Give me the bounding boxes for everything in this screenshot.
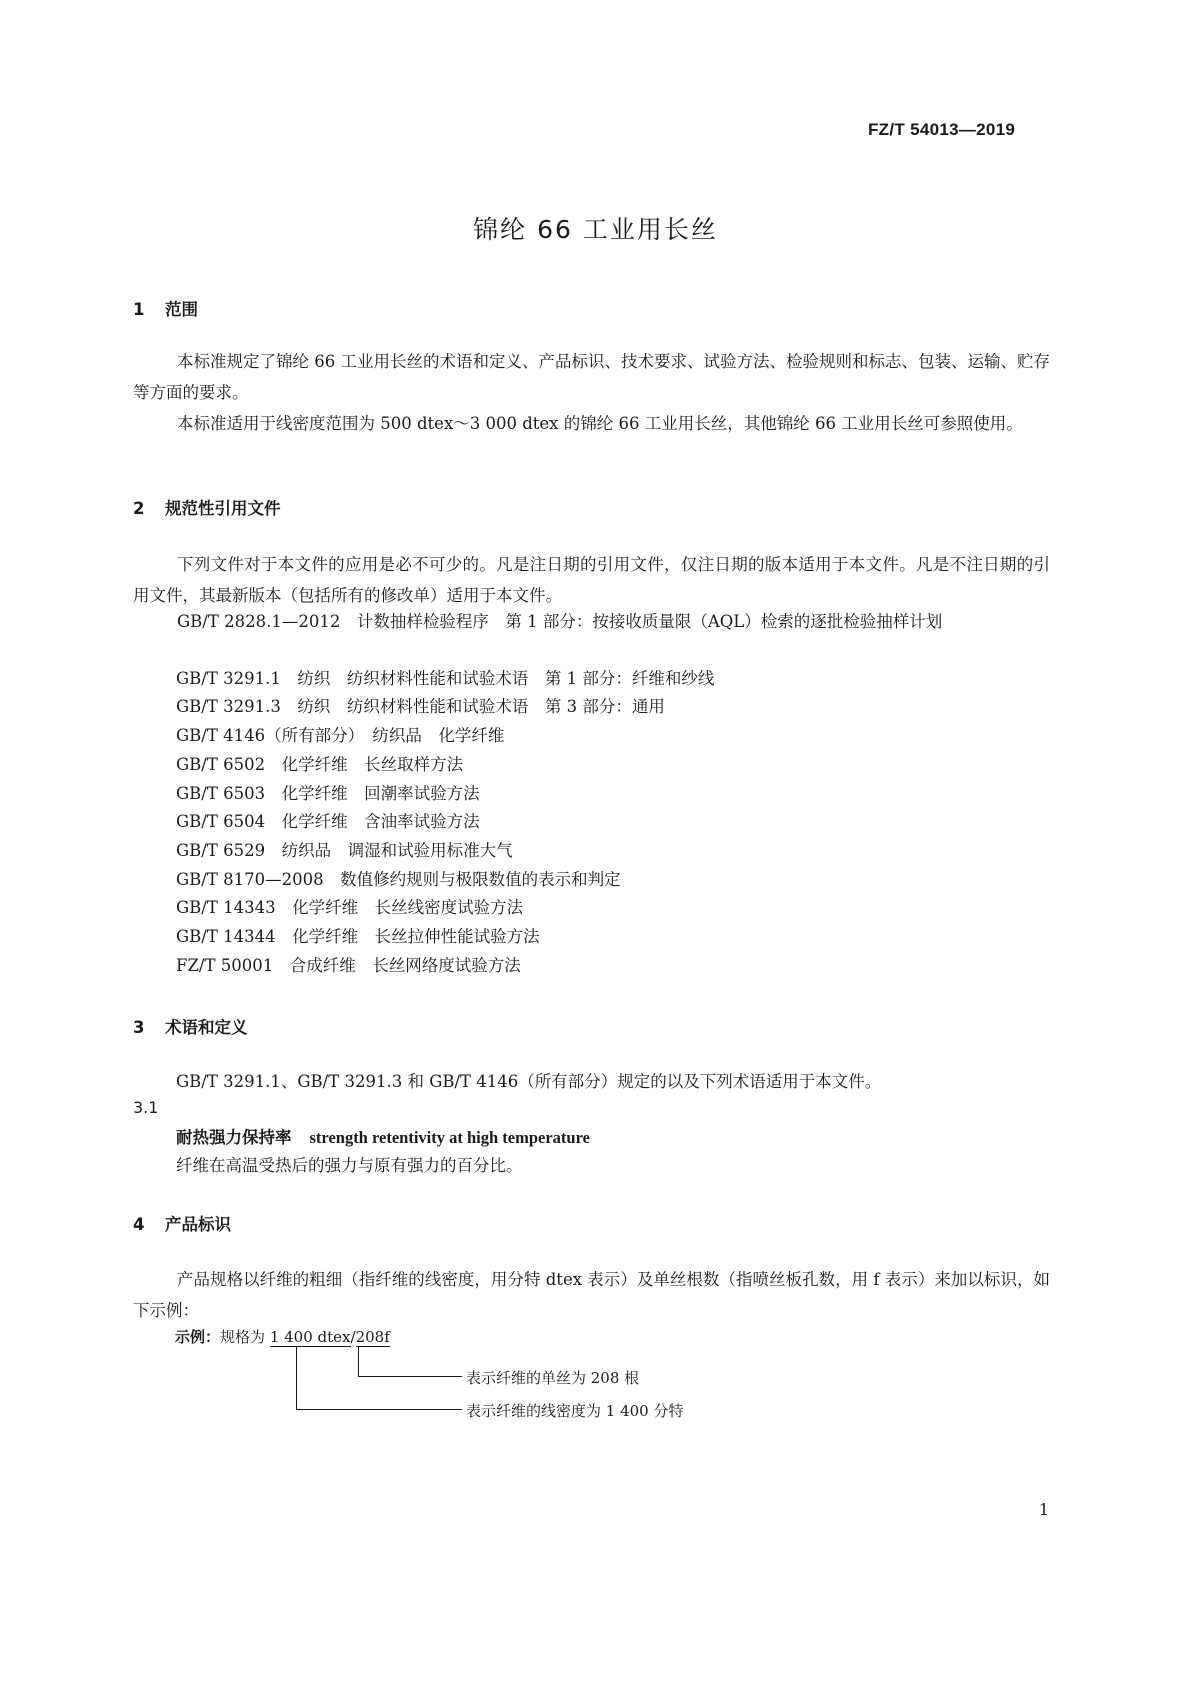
reference-item: GB/T 8170—2008 数值修约规则与极限数值的表示和判定 — [176, 870, 621, 889]
section-number: 3 — [133, 1018, 145, 1037]
example-label: 示例： — [175, 1328, 221, 1346]
reference-item: FZ/T 50001 合成纤维 长丝网络度试验方法 — [176, 956, 521, 975]
example-prefix: 规格为 — [220, 1328, 266, 1346]
reference-item: GB/T 3291.3 纺织 纺织材料性能和试验术语 第 3 部分：通用 — [176, 697, 665, 716]
spec-separator: / — [350, 1328, 356, 1346]
spec-filament: 208f — [355, 1328, 390, 1346]
section-4-heading — [133, 1211, 231, 1235]
section-title: 术语和定义 — [165, 1018, 248, 1037]
reference-item: GB/T 14344 化学纤维 长丝拉伸性能试验方法 — [176, 927, 540, 946]
connector-line — [296, 1347, 297, 1410]
section-2-paragraph-1: 下列文件对于本文件的应用是必不可少的。凡是注日期的引用文件，仅注日期的版本适用于本文件。凡是不注日期的引用文件，其最新版本（包括所有的修改单）适用于本文件。 — [133, 555, 1050, 605]
example-line — [175, 1326, 390, 1347]
section-title: 规范性引用文件 — [165, 499, 281, 518]
page-number: 1 — [1038, 1500, 1049, 1519]
section-4-paragraph-1: 产品规格以纤维的粗细（指纤维的线密度，用分特 dtex 表示）及单丝根数（指喷丝板孔数，用 f 表示）来加以标识，如下示例： — [133, 1270, 1050, 1320]
connector-line — [358, 1347, 359, 1377]
section-title: 产品标识 — [165, 1215, 231, 1234]
spec-dtex: 1 400 dtex — [269, 1328, 351, 1346]
section-1-paragraph-2: 本标准适用于线密度范围为 500 dtex～3 000 dtex 的锦纶 66 工业用长丝，其他锦纶 66 工业用长丝可参照使用。 — [177, 414, 1023, 433]
reference-item: GB/T 4146（所有部分） 纺织品 化学纤维 — [176, 726, 505, 745]
reference-item: GB/T 14343 化学纤维 长丝线密度试验方法 — [176, 898, 524, 917]
reference-item: GB/T 6502 化学纤维 长丝取样方法 — [176, 755, 464, 774]
section-title: 范围 — [165, 300, 198, 319]
connector-line — [358, 1376, 462, 1377]
connector-line — [296, 1409, 462, 1410]
section-number: 2 — [133, 499, 145, 518]
term-english: strength retentivity at high temperature — [309, 1128, 590, 1147]
document-title: 锦纶 66 工业用长丝 — [473, 215, 718, 244]
annotation-dtex: 表示纤维的线密度为 1 400 分特 — [466, 1402, 684, 1420]
annotation-filament: 表示纤维的单丝为 208 根 — [466, 1369, 640, 1387]
term-entry — [176, 1124, 590, 1148]
term-definition: 纤维在高温受热后的强力与原有强力的百分比。 — [176, 1156, 523, 1175]
term-chinese: 耐热强力保持率 — [176, 1128, 292, 1147]
section-3-heading — [133, 1014, 248, 1038]
section-number: 4 — [133, 1215, 145, 1234]
standard-code: FZ/T 54013—2019 — [868, 120, 1016, 139]
reference-item: GB/T 2828.1—2012 计数抽样检验程序 第 1 部分：按接收质量限（AQL）检索的逐批检验抽样计划 — [177, 612, 943, 631]
section-1-paragraph-1: 本标准规定了锦纶 66 工业用长丝的术语和定义、产品标识、技术要求、试验方法、检验规则和标志、包装、运输、贮存等方面的要求。 — [133, 352, 1050, 402]
reference-item: GB/T 6529 纺织品 调湿和试验用标准大气 — [176, 841, 513, 860]
reference-item: GB/T 6503 化学纤维 回潮率试验方法 — [176, 784, 480, 803]
term-number: 3.1 — [133, 1098, 159, 1117]
reference-item: GB/T 3291.1 纺织 纺织材料性能和试验术语 第 1 部分：纤维和纱线 — [176, 669, 715, 688]
section-number: 1 — [133, 300, 145, 319]
reference-item: GB/T 6504 化学纤维 含油率试验方法 — [176, 812, 480, 831]
section-1-heading — [133, 296, 198, 320]
section-2-heading — [133, 495, 281, 519]
section-3-paragraph-1: GB/T 3291.1、GB/T 3291.3 和 GB/T 4146（所有部分）规定的以及下列术语适用于本文件。 — [176, 1072, 882, 1091]
